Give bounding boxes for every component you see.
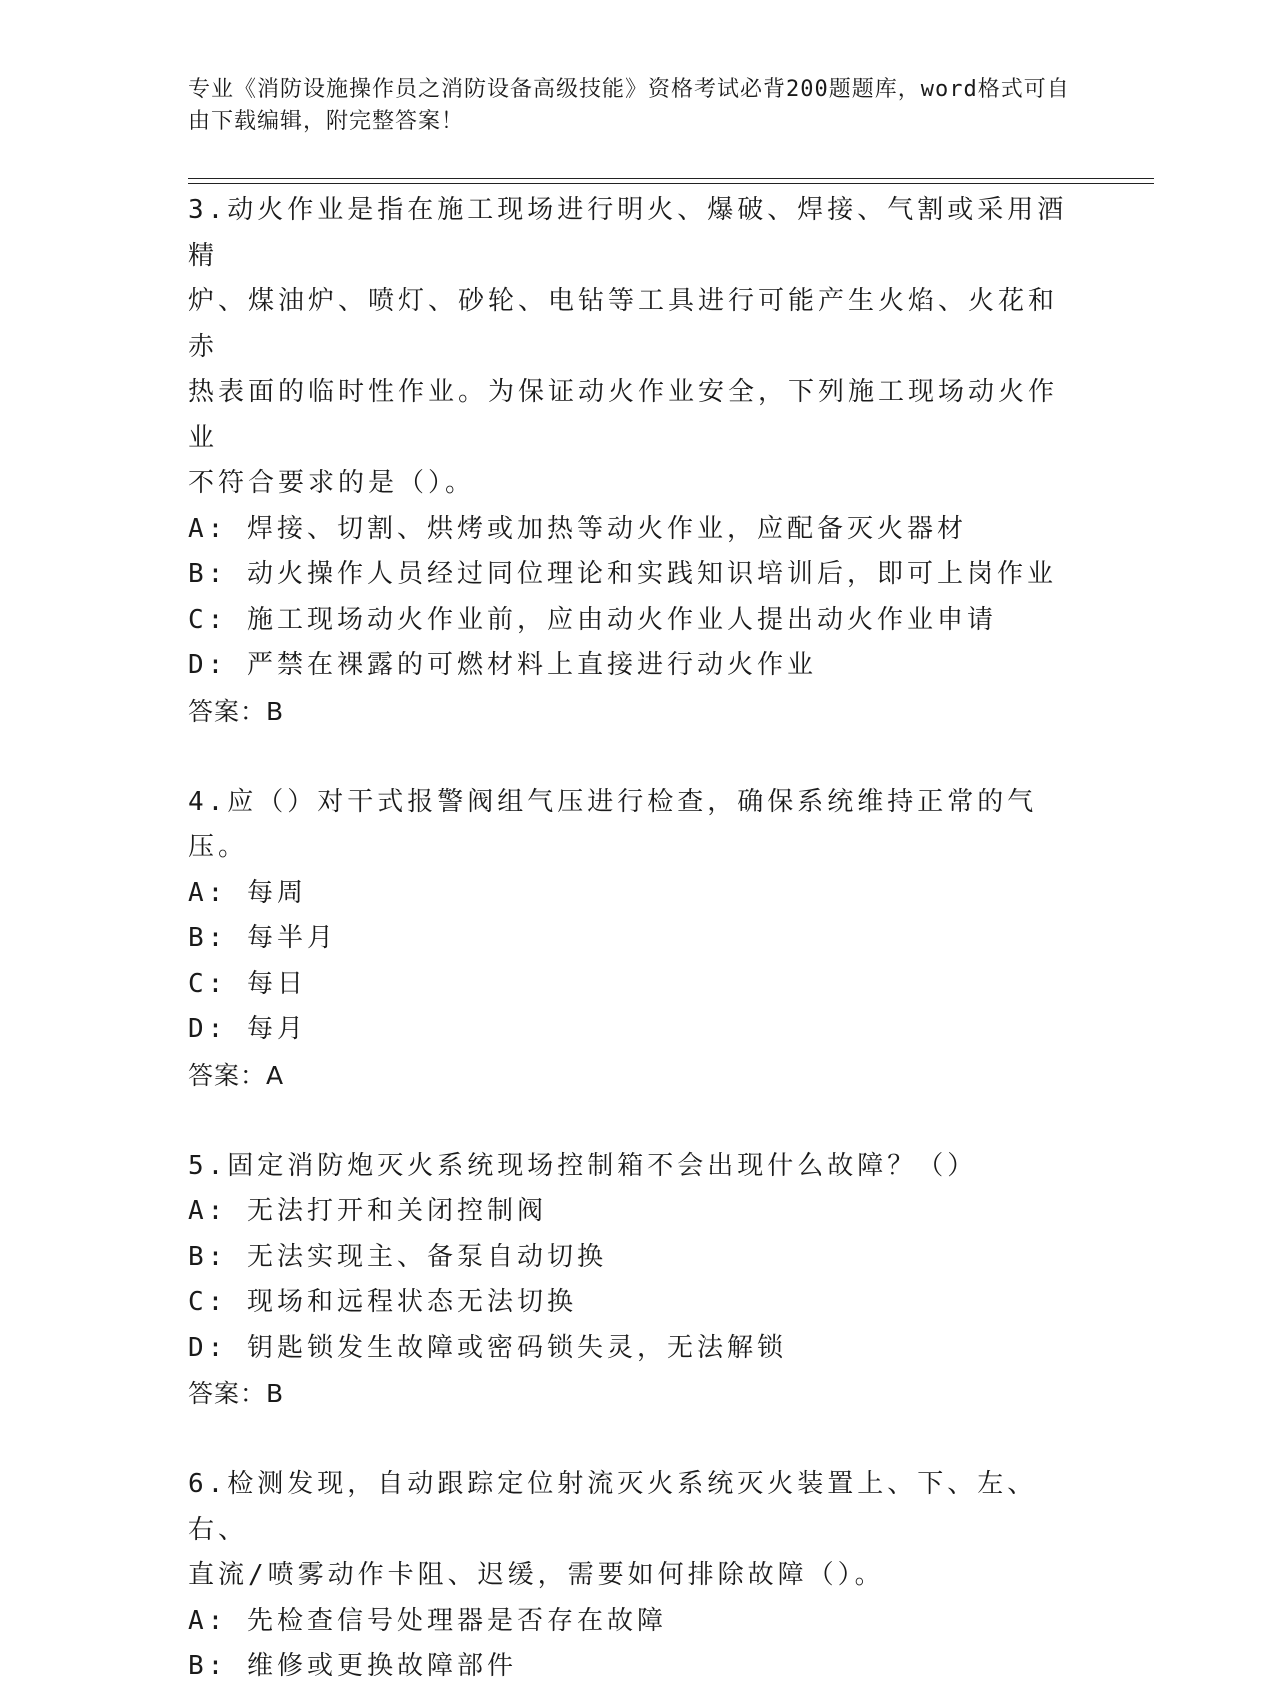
option-b <box>188 552 1068 598</box>
option-key: D: <box>188 1014 228 1044</box>
question-stem-line: 不符合要求的是（）。 <box>188 468 476 498</box>
option-d <box>188 643 1068 689</box>
question-block <box>188 188 1068 734</box>
option-d <box>188 1326 1068 1372</box>
option-c <box>188 962 1068 1008</box>
option-key: A: <box>188 877 228 908</box>
question-stem-line: 4.应（）对干式报警阀组气压进行检查，确保系统维持正常的气压。 <box>188 786 1038 862</box>
question-stem-line: 直流/喷雾动作卡阻、迟缓，需要如何排除故障（）。 <box>188 1560 885 1590</box>
answer-line: 答案：A <box>188 1060 285 1090</box>
option-a <box>188 1599 1068 1645</box>
option-key: B: <box>188 1651 228 1681</box>
question-stem-line: 3.动火作业是指在施工现场进行明火、爆破、焊接、气割或采用酒精 <box>188 195 1068 271</box>
option-text: 无法实现主、备泵自动切换 <box>246 1241 607 1272</box>
option-b <box>188 1235 1068 1281</box>
option-a <box>188 507 1068 553</box>
answer-line: 答案：B <box>188 696 285 726</box>
header-divider-top <box>188 178 1154 179</box>
option-text: 每周 <box>246 877 307 908</box>
option-key: D: <box>188 650 228 680</box>
option-text: 现场和远程状态无法切换 <box>246 1287 577 1317</box>
option-b <box>188 916 1068 962</box>
option-text: 每月 <box>246 1014 307 1044</box>
question-spacer <box>188 734 1068 780</box>
option-b <box>188 1644 1068 1690</box>
option-key: A: <box>188 513 228 544</box>
question-stem-line: 炉、煤油炉、喷灯、砂轮、电钻等工具进行可能产生火焰、火花和赤 <box>188 286 1059 362</box>
option-text: 施工现场动火作业前，应由动火作业人提出动火作业申请 <box>246 604 997 635</box>
option-d <box>188 1007 1068 1053</box>
answer-line: 答案：B <box>188 1379 285 1408</box>
option-c <box>188 598 1068 644</box>
option-a <box>188 1189 1068 1235</box>
header-divider-bottom <box>188 183 1154 184</box>
option-text: 先检查信号处理器是否存在故障 <box>246 1605 667 1636</box>
document-header <box>188 74 1088 138</box>
option-key: A: <box>188 1605 228 1636</box>
question-block <box>188 1144 1068 1417</box>
option-text: 维修或更换故障部件 <box>246 1651 517 1681</box>
option-text: 无法打开和关闭控制阀 <box>246 1196 547 1226</box>
option-text: 焊接、切割、烘烤或加热等动火作业，应配备灭火器材 <box>246 513 967 544</box>
option-text: 每日 <box>246 968 307 999</box>
question-stem-line: 6.检测发现，自动跟踪定位射流灭火系统灭火装置上、下、左、右、 <box>188 1469 1038 1545</box>
option-key: B: <box>188 1241 228 1272</box>
option-c <box>188 1280 1068 1326</box>
option-text: 钥匙锁发生故障或密码锁失灵，无法解锁 <box>246 1332 787 1363</box>
option-key: C: <box>188 604 228 635</box>
option-key: A: <box>188 1196 228 1226</box>
question-block <box>188 780 1068 1099</box>
question-block <box>188 1462 1068 1690</box>
header-title: 专业《消防设施操作员之消防设备高级技能》资格考试必背200题题库，word格式可自由下载编辑，附完整答案！ <box>188 77 1070 134</box>
option-key: B: <box>188 559 228 589</box>
option-key: B: <box>188 923 228 953</box>
option-key: C: <box>188 1287 228 1317</box>
option-a <box>188 871 1068 917</box>
option-text: 动火操作人员经过同位理论和实践知识培训后，即可上岗作业 <box>246 559 1057 589</box>
question-spacer <box>188 1098 1068 1144</box>
question-spacer <box>188 1417 1068 1463</box>
option-key: D: <box>188 1332 228 1363</box>
question-stem-line: 5.固定消防炮灭火系统现场控制箱不会出现什么故障？（） <box>188 1150 978 1181</box>
option-key: C: <box>188 968 228 999</box>
question-list <box>188 188 1068 1690</box>
option-text: 严禁在裸露的可燃材料上直接进行动火作业 <box>246 650 817 680</box>
question-stem-line: 热表面的临时性作业。为保证动火作业安全，下列施工现场动火作业 <box>188 377 1059 453</box>
option-text: 每半月 <box>246 923 337 953</box>
